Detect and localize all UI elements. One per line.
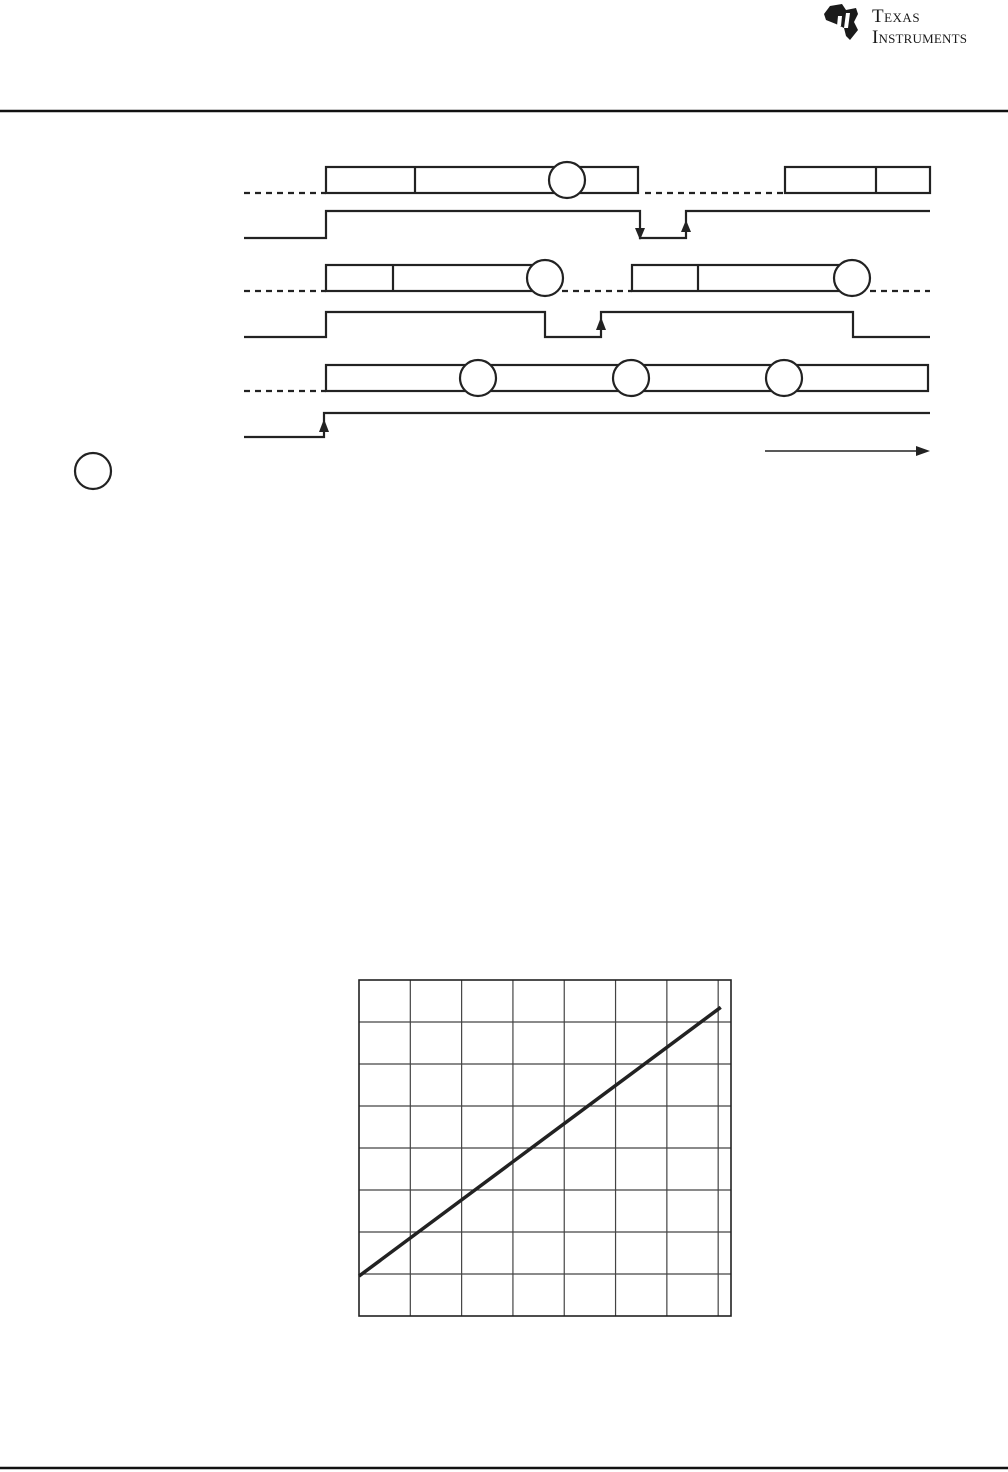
- timing-diagram: [75, 162, 930, 489]
- bus-frame: [326, 167, 638, 193]
- marker-circle: [460, 360, 496, 396]
- signal-2-control: [244, 211, 930, 240]
- rising-edge-arrow: [596, 317, 606, 330]
- marker-circle: [834, 260, 870, 296]
- legend-marker-circle: [75, 453, 111, 489]
- bus-frame: [326, 265, 556, 291]
- time-arrow: [765, 446, 930, 456]
- rising-edge-arrow: [681, 220, 691, 232]
- marker-circle: [549, 162, 585, 198]
- signal-3-bus: [244, 260, 930, 296]
- logo-line2: Instruments: [872, 27, 968, 48]
- bus-frame: [785, 167, 930, 193]
- signal-4-control: [244, 312, 930, 337]
- bus-frame: [632, 265, 860, 291]
- chart-grid: [359, 980, 731, 1316]
- logo-line1: Texas: [872, 6, 921, 27]
- signal-6-control: [244, 413, 930, 437]
- signal-1-bus: [244, 162, 930, 198]
- signal-5-bus: [244, 360, 928, 396]
- marker-circle: [527, 260, 563, 296]
- ti-logo: [824, 4, 967, 48]
- rising-edge-arrow: [319, 419, 329, 432]
- marker-circle: [613, 360, 649, 396]
- marker-circle: [766, 360, 802, 396]
- chart: [359, 980, 731, 1316]
